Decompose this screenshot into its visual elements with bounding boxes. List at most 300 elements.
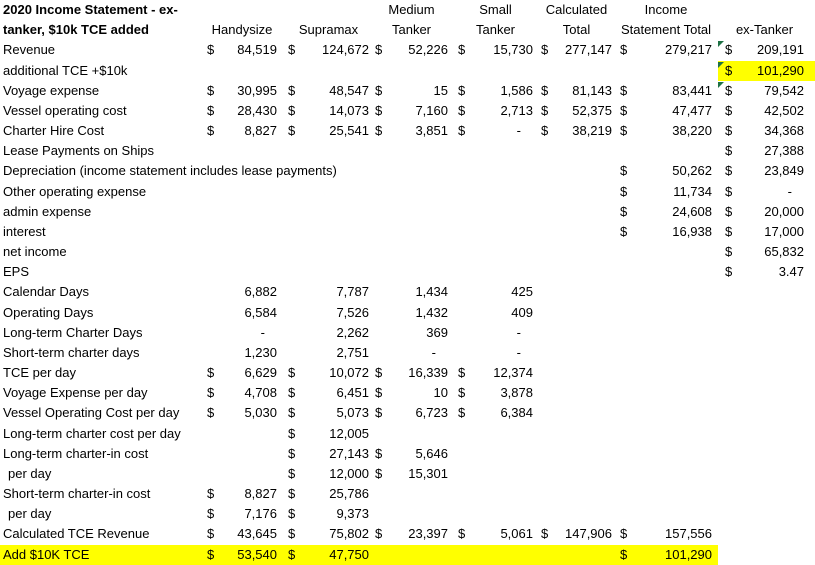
cell-small-tanker[interactable] xyxy=(455,464,540,484)
cell-ex-tanker[interactable] xyxy=(718,383,815,403)
cell-value: 1,586 xyxy=(500,82,533,98)
cell-handysize[interactable] xyxy=(200,81,285,101)
cell-ex-tanker[interactable] xyxy=(718,40,815,60)
cell-supramax[interactable] xyxy=(285,545,372,565)
cell-calculated-total[interactable] xyxy=(540,61,617,81)
cell-medium-tanker[interactable] xyxy=(372,444,455,464)
cell-ex-tanker[interactable] xyxy=(718,424,815,444)
currency-symbol: $ xyxy=(288,42,296,58)
row-label[interactable] xyxy=(0,484,200,504)
cell-small-tanker[interactable] xyxy=(455,444,540,464)
cell-value: 25,786 xyxy=(329,486,369,502)
currency-symbol: $ xyxy=(620,163,628,179)
row-label-text: Other operating expense xyxy=(3,183,147,199)
cell-small-tanker[interactable] xyxy=(455,161,540,181)
cell-handysize[interactable] xyxy=(200,303,285,323)
header-row-2 xyxy=(0,20,815,40)
cell-calculated-total[interactable] xyxy=(540,343,617,363)
currency-symbol: $ xyxy=(620,82,628,98)
cell-ex-tanker[interactable] xyxy=(718,282,815,302)
cell-calculated-total[interactable] xyxy=(540,303,617,323)
cell-calculated-total[interactable] xyxy=(540,81,617,101)
cell-small-tanker[interactable] xyxy=(455,242,540,262)
row-label[interactable] xyxy=(0,182,200,202)
cell-calculated-total[interactable] xyxy=(540,444,617,464)
row-label[interactable] xyxy=(0,545,200,565)
currency-symbol: $ xyxy=(725,264,733,280)
cell-value: 3.47 xyxy=(778,264,804,280)
cell-value: 2,713 xyxy=(500,102,533,118)
cell-ex-tanker[interactable] xyxy=(718,242,815,262)
cell-supramax[interactable] xyxy=(285,141,372,161)
cell-ex-tanker[interactable] xyxy=(718,524,815,544)
cell-value: 277,147 xyxy=(565,42,612,58)
cell-medium-tanker[interactable] xyxy=(372,182,455,202)
cell-calculated-total[interactable] xyxy=(540,282,617,302)
cell-handysize[interactable] xyxy=(200,545,285,565)
row-label[interactable] xyxy=(0,101,200,121)
cell-medium-tanker[interactable] xyxy=(372,61,455,81)
row-label[interactable] xyxy=(0,202,200,222)
cell-medium-tanker[interactable] xyxy=(372,161,455,181)
cell-value: 425 xyxy=(511,284,533,300)
cell-supramax[interactable] xyxy=(285,242,372,262)
cell-small-tanker[interactable] xyxy=(455,484,540,504)
cell-small-tanker[interactable] xyxy=(455,262,540,282)
row-label[interactable] xyxy=(0,403,200,423)
row-label-text: per day xyxy=(8,506,52,522)
cell-supramax[interactable] xyxy=(285,61,372,81)
cell-small-tanker[interactable] xyxy=(455,61,540,81)
cell-income-statement-total[interactable] xyxy=(617,323,718,343)
cell-medium-tanker[interactable] xyxy=(372,343,455,363)
cell-value: 12,000 xyxy=(329,465,369,481)
cell-ex-tanker[interactable] xyxy=(718,363,815,383)
row-label-text: Depreciation (income statement includes lease payments) xyxy=(3,163,337,179)
cell-small-tanker[interactable] xyxy=(455,222,540,242)
cell-value: 209,191 xyxy=(757,42,804,58)
cell-medium-tanker[interactable] xyxy=(372,545,455,565)
currency-symbol: $ xyxy=(375,123,383,139)
cell-medium-tanker[interactable] xyxy=(372,383,455,403)
cell-ex-tanker[interactable] xyxy=(718,182,815,202)
cell-ex-tanker[interactable] xyxy=(718,61,815,81)
cell-income-statement-total[interactable] xyxy=(617,343,718,363)
column-header-supramax-line1[interactable] xyxy=(285,0,372,20)
cell-calculated-total[interactable] xyxy=(540,545,617,565)
currency-symbol: $ xyxy=(375,102,383,118)
cell-income-statement-total[interactable] xyxy=(617,282,718,302)
row-label[interactable] xyxy=(0,141,200,161)
cell-calculated-total[interactable] xyxy=(540,524,617,544)
row-label[interactable] xyxy=(0,40,200,60)
cell-value: 157,556 xyxy=(665,526,712,542)
cell-small-tanker[interactable] xyxy=(455,524,540,544)
row-label[interactable] xyxy=(0,61,200,81)
cell-small-tanker[interactable] xyxy=(455,282,540,302)
cell-calculated-total[interactable] xyxy=(540,242,617,262)
cell-supramax[interactable] xyxy=(285,343,372,363)
cell-income-statement-total[interactable] xyxy=(617,161,718,181)
row-label[interactable] xyxy=(0,424,200,444)
cell-income-statement-total[interactable] xyxy=(617,383,718,403)
currency-symbol: $ xyxy=(541,42,549,58)
cell-handysize[interactable] xyxy=(200,504,285,524)
cell-income-statement-total[interactable] xyxy=(617,121,718,141)
cell-income-statement-total[interactable] xyxy=(617,424,718,444)
cell-value: 7,160 xyxy=(415,102,448,118)
cell-supramax[interactable] xyxy=(285,424,372,444)
cell-income-statement-total[interactable] xyxy=(617,222,718,242)
currency-symbol: $ xyxy=(288,465,296,481)
cell-value: 9,373 xyxy=(336,506,369,522)
cell-value: 124,672 xyxy=(322,42,369,58)
table-row xyxy=(0,323,815,343)
cell-value: 27,388 xyxy=(764,143,804,159)
title-cell[interactable] xyxy=(0,0,200,20)
cell-medium-tanker[interactable] xyxy=(372,424,455,444)
column-header-calculated-total[interactable]: Total xyxy=(562,22,591,38)
cell-ex-tanker[interactable] xyxy=(718,81,815,101)
currency-symbol: $ xyxy=(541,82,549,98)
cell-handysize[interactable] xyxy=(200,242,285,262)
cell-small-tanker[interactable] xyxy=(455,40,540,60)
cell-income-statement-total[interactable] xyxy=(617,545,718,565)
cell-income-statement-total[interactable] xyxy=(617,504,718,524)
cell-ex-tanker[interactable] xyxy=(718,121,815,141)
cell-calculated-total[interactable] xyxy=(540,182,617,202)
cell-value: 79,542 xyxy=(764,82,804,98)
cell-medium-tanker[interactable] xyxy=(372,202,455,222)
cell-value: 6,882 xyxy=(244,284,277,300)
column-header-small-tanker-line1[interactable]: Small xyxy=(479,2,512,17)
cell-calculated-total[interactable] xyxy=(540,40,617,60)
cell-medium-tanker[interactable] xyxy=(372,40,455,60)
cell-handysize[interactable] xyxy=(200,202,285,222)
currency-symbol: $ xyxy=(541,123,549,139)
cell-value: 15,730 xyxy=(493,42,533,58)
cell-income-statement-total[interactable] xyxy=(617,303,718,323)
cell-ex-tanker[interactable] xyxy=(718,141,815,161)
cell-calculated-total[interactable] xyxy=(540,262,617,282)
cell-handysize[interactable] xyxy=(200,484,285,504)
currency-symbol: $ xyxy=(375,405,383,421)
cell-handysize[interactable] xyxy=(200,222,285,242)
cell-calculated-total[interactable] xyxy=(540,323,617,343)
currency-symbol: $ xyxy=(725,244,733,260)
cell-handysize[interactable] xyxy=(200,262,285,282)
cell-value: 47,750 xyxy=(329,546,369,562)
cell-ex-tanker[interactable] xyxy=(718,484,815,504)
cell-small-tanker[interactable] xyxy=(455,303,540,323)
cell-medium-tanker[interactable] xyxy=(372,363,455,383)
cell-income-statement-total[interactable] xyxy=(617,464,718,484)
cell-value: 23,849 xyxy=(764,163,804,179)
cell-handysize[interactable] xyxy=(200,323,285,343)
cell-handysize[interactable] xyxy=(200,464,285,484)
cell-income-statement-total[interactable] xyxy=(617,484,718,504)
cell-income-statement-total[interactable] xyxy=(617,61,718,81)
cell-small-tanker[interactable] xyxy=(455,121,540,141)
cell-supramax[interactable] xyxy=(285,383,372,403)
cell-supramax[interactable] xyxy=(285,40,372,60)
cell-ex-tanker[interactable] xyxy=(718,403,815,423)
cell-supramax[interactable] xyxy=(285,403,372,423)
cell-medium-tanker[interactable] xyxy=(372,303,455,323)
currency-symbol: $ xyxy=(288,123,296,139)
cell-medium-tanker[interactable] xyxy=(372,262,455,282)
cell-medium-tanker[interactable] xyxy=(372,282,455,302)
cell-supramax[interactable] xyxy=(285,323,372,343)
cell-ex-tanker[interactable] xyxy=(718,222,815,242)
cell-income-statement-total[interactable] xyxy=(617,81,718,101)
cell-handysize[interactable] xyxy=(200,524,285,544)
cell-small-tanker[interactable] xyxy=(455,383,540,403)
cell-handysize[interactable] xyxy=(200,101,285,121)
column-header-supramax[interactable]: Supramax xyxy=(298,22,359,38)
table-row xyxy=(0,484,815,504)
row-label-text: Charter Hire Cost xyxy=(3,123,105,139)
cell-medium-tanker[interactable] xyxy=(372,403,455,423)
cell-medium-tanker[interactable] xyxy=(372,524,455,544)
column-header-medium-tanker-line1[interactable]: Medium xyxy=(388,2,435,17)
title-cell-line2[interactable] xyxy=(0,20,200,40)
cell-medium-tanker[interactable] xyxy=(372,504,455,524)
cell-calculated-total[interactable] xyxy=(540,161,617,181)
cell-income-statement-total[interactable] xyxy=(617,182,718,202)
row-label[interactable] xyxy=(0,343,200,363)
cell-supramax[interactable] xyxy=(285,444,372,464)
cell-ex-tanker[interactable] xyxy=(718,303,815,323)
cell-income-statement-total[interactable] xyxy=(617,202,718,222)
cell-medium-tanker[interactable] xyxy=(372,323,455,343)
cell-supramax[interactable] xyxy=(285,484,372,504)
currency-symbol: $ xyxy=(288,546,296,562)
cell-value: 101,290 xyxy=(665,546,712,562)
cell-calculated-total[interactable] xyxy=(540,121,617,141)
cell-medium-tanker[interactable] xyxy=(372,101,455,121)
row-label-text: Long-term charter cost per day xyxy=(3,425,181,441)
cell-calculated-total[interactable] xyxy=(540,141,617,161)
row-label[interactable] xyxy=(0,524,200,544)
currency-symbol: $ xyxy=(620,223,628,239)
cell-ex-tanker[interactable] xyxy=(718,343,815,363)
row-label[interactable] xyxy=(0,222,200,242)
cell-medium-tanker[interactable] xyxy=(372,464,455,484)
cell-supramax[interactable] xyxy=(285,464,372,484)
cell-calculated-total[interactable] xyxy=(540,424,617,444)
row-label[interactable] xyxy=(0,81,200,101)
cell-handysize[interactable] xyxy=(200,383,285,403)
cell-ex-tanker[interactable] xyxy=(718,444,815,464)
cell-supramax[interactable] xyxy=(285,222,372,242)
cell-medium-tanker[interactable] xyxy=(372,121,455,141)
row-label[interactable] xyxy=(0,464,200,484)
cell-value: 17,000 xyxy=(764,223,804,239)
cell-medium-tanker[interactable] xyxy=(372,81,455,101)
currency-symbol: $ xyxy=(207,123,215,139)
currency-symbol: $ xyxy=(207,405,215,421)
cell-income-statement-total[interactable] xyxy=(617,40,718,60)
cell-value: - xyxy=(431,344,436,360)
cell-income-statement-total[interactable] xyxy=(617,403,718,423)
currency-symbol: $ xyxy=(207,42,215,58)
table-row xyxy=(0,383,815,403)
cell-small-tanker[interactable] xyxy=(455,403,540,423)
cell-income-statement-total[interactable] xyxy=(617,262,718,282)
cell-calculated-total[interactable] xyxy=(540,403,617,423)
cell-income-statement-total[interactable] xyxy=(617,242,718,262)
cell-value: 147,906 xyxy=(565,526,612,542)
cell-medium-tanker[interactable] xyxy=(372,222,455,242)
cell-calculated-total[interactable] xyxy=(540,383,617,403)
cell-supramax[interactable] xyxy=(285,363,372,383)
cell-medium-tanker[interactable] xyxy=(372,484,455,504)
cell-ex-tanker[interactable] xyxy=(718,101,815,121)
cell-calculated-total[interactable] xyxy=(540,222,617,242)
cell-small-tanker[interactable] xyxy=(455,182,540,202)
cell-small-tanker[interactable] xyxy=(455,81,540,101)
cell-supramax[interactable] xyxy=(285,121,372,141)
cell-supramax[interactable] xyxy=(285,101,372,121)
row-label[interactable] xyxy=(0,242,200,262)
cell-value: 53,540 xyxy=(237,546,277,562)
column-header-small-tanker[interactable]: Tanker xyxy=(475,22,516,38)
table-row xyxy=(0,182,815,202)
cell-value: 50,262 xyxy=(672,163,712,179)
cell-supramax[interactable] xyxy=(285,282,372,302)
cell-income-statement-total[interactable] xyxy=(617,101,718,121)
cell-ex-tanker[interactable] xyxy=(718,262,815,282)
column-header-income-statement-total-line1[interactable]: Income xyxy=(644,2,688,17)
cell-value: 24,608 xyxy=(672,203,712,219)
cell-ex-tanker[interactable] xyxy=(718,323,815,343)
cell-handysize[interactable] xyxy=(200,403,285,423)
cell-ex-tanker[interactable] xyxy=(718,464,815,484)
row-label[interactable] xyxy=(0,444,200,464)
cell-supramax[interactable] xyxy=(285,303,372,323)
currency-symbol: $ xyxy=(620,546,628,562)
row-label[interactable] xyxy=(0,504,200,524)
row-label[interactable] xyxy=(0,262,200,282)
column-header-ex-tanker-line1[interactable] xyxy=(718,0,815,20)
column-header-calculated-total-line1[interactable]: Calculated xyxy=(545,2,608,17)
cell-handysize[interactable] xyxy=(200,40,285,60)
cell-small-tanker[interactable] xyxy=(455,545,540,565)
cell-handysize[interactable] xyxy=(200,424,285,444)
cell-calculated-total[interactable] xyxy=(540,363,617,383)
column-header-handysize[interactable]: Handysize xyxy=(211,22,273,38)
row-label[interactable] xyxy=(0,161,337,181)
error-indicator-icon xyxy=(718,62,724,68)
cell-value: 27,143 xyxy=(329,445,369,461)
cell-small-tanker[interactable] xyxy=(455,141,540,161)
row-label[interactable] xyxy=(0,383,200,403)
cell-value: 409 xyxy=(511,304,533,320)
cell-supramax[interactable] xyxy=(285,182,372,202)
cell-income-statement-total[interactable] xyxy=(617,363,718,383)
currency-symbol: $ xyxy=(375,82,383,98)
row-label[interactable] xyxy=(0,121,200,141)
column-header-ex-tanker[interactable]: ex-Tanker xyxy=(735,22,794,38)
cell-handysize[interactable] xyxy=(200,444,285,464)
cell-small-tanker[interactable] xyxy=(455,101,540,121)
cell-ex-tanker[interactable] xyxy=(718,161,815,181)
cell-small-tanker[interactable] xyxy=(455,323,540,343)
cell-calculated-total[interactable] xyxy=(540,504,617,524)
cell-handysize[interactable] xyxy=(200,121,285,141)
column-header-handysize-line1[interactable] xyxy=(200,0,285,20)
currency-symbol: $ xyxy=(458,365,466,381)
table-row xyxy=(0,363,815,383)
cell-handysize[interactable] xyxy=(200,182,285,202)
cell-calculated-total[interactable] xyxy=(540,101,617,121)
cell-income-statement-total[interactable] xyxy=(617,524,718,544)
cell-medium-tanker[interactable] xyxy=(372,242,455,262)
cell-calculated-total[interactable] xyxy=(540,202,617,222)
cell-ex-tanker[interactable] xyxy=(718,202,815,222)
currency-symbol: $ xyxy=(725,203,733,219)
cell-value: 279,217 xyxy=(665,42,712,58)
cell-ex-tanker[interactable] xyxy=(718,504,815,524)
cell-handysize[interactable] xyxy=(200,363,285,383)
row-label[interactable] xyxy=(0,323,200,343)
cell-calculated-total[interactable] xyxy=(540,484,617,504)
cell-value: 5,646 xyxy=(415,445,448,461)
cell-handysize[interactable] xyxy=(200,282,285,302)
table-row xyxy=(0,282,815,302)
cell-value: 81,143 xyxy=(572,82,612,98)
cell-medium-tanker[interactable] xyxy=(372,141,455,161)
cell-supramax[interactable] xyxy=(285,202,372,222)
cell-handysize[interactable] xyxy=(200,141,285,161)
cell-income-statement-total[interactable] xyxy=(617,444,718,464)
cell-income-statement-total[interactable] xyxy=(617,141,718,161)
cell-supramax[interactable] xyxy=(285,524,372,544)
cell-small-tanker[interactable] xyxy=(455,504,540,524)
currency-symbol: $ xyxy=(288,405,296,421)
cell-handysize[interactable] xyxy=(200,61,285,81)
currency-symbol: $ xyxy=(725,143,733,159)
cell-small-tanker[interactable] xyxy=(455,424,540,444)
currency-symbol: $ xyxy=(620,203,628,219)
cell-supramax[interactable] xyxy=(285,504,372,524)
cell-value: 15 xyxy=(433,82,448,98)
currency-symbol: $ xyxy=(725,163,733,179)
row-label[interactable] xyxy=(0,363,200,383)
cell-handysize[interactable] xyxy=(200,343,285,363)
currency-symbol: $ xyxy=(288,385,296,401)
cell-small-tanker[interactable] xyxy=(455,343,540,363)
cell-value: 1,432 xyxy=(415,304,448,320)
row-label[interactable] xyxy=(0,303,200,323)
column-header-medium-tanker[interactable]: Tanker xyxy=(391,22,432,38)
cell-calculated-total[interactable] xyxy=(540,464,617,484)
cell-small-tanker[interactable] xyxy=(455,363,540,383)
row-label-text: Add $10K TCE xyxy=(3,546,90,562)
row-label[interactable] xyxy=(0,282,200,302)
currency-symbol: $ xyxy=(288,425,296,441)
cell-small-tanker[interactable] xyxy=(455,202,540,222)
cell-supramax[interactable] xyxy=(285,81,372,101)
cell-ex-tanker[interactable] xyxy=(718,545,815,565)
column-header-income-statement-total[interactable]: Statement Total xyxy=(620,22,712,38)
currency-symbol: $ xyxy=(458,102,466,118)
row-label-text: EPS xyxy=(3,264,30,280)
row-label-text: Voyage expense xyxy=(3,82,100,98)
cell-supramax[interactable] xyxy=(285,262,372,282)
currency-symbol: $ xyxy=(207,526,215,542)
